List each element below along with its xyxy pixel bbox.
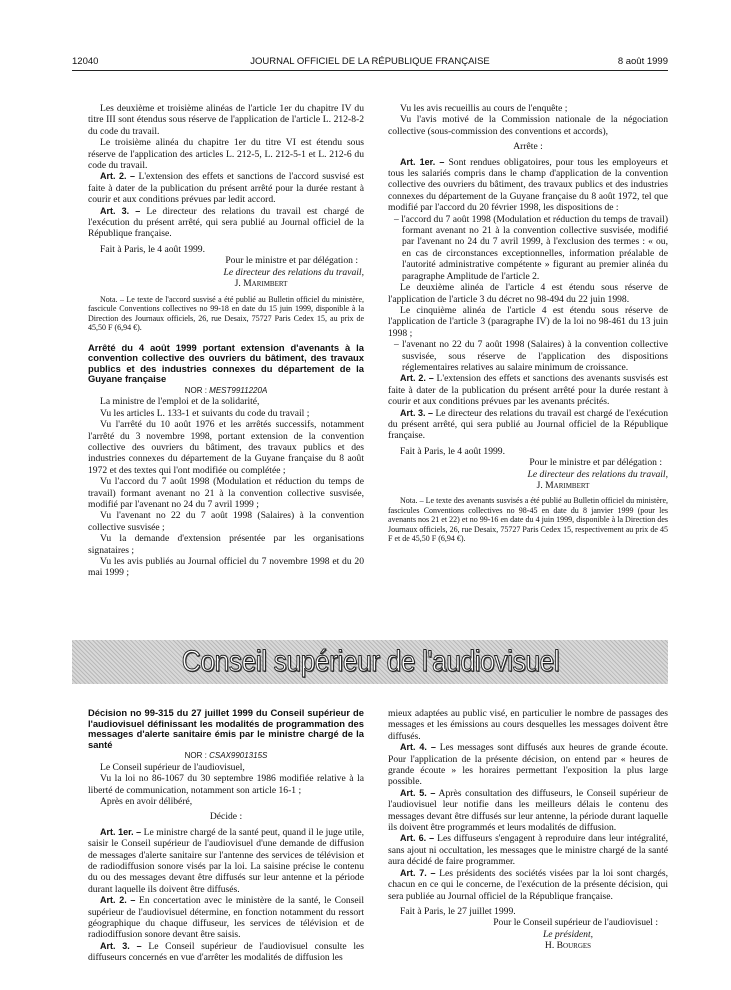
- article-label: Art. 7. –: [400, 867, 436, 878]
- signed-at: Fait à Paris, le 27 juillet 1999.: [400, 905, 516, 917]
- visa: Vu les avis publiés au Journal officiel du 7 novembre 1998 et du 20 mai 1999 ;: [88, 555, 364, 579]
- paragraph: Les deuxième et troisième alinéas de l'article 1er du chapitre IV du titre III sont étendus sous réserve de l'application de l'article L. 212-8-2 du code du travail.: [88, 103, 364, 137]
- article-label: Art. 2. –: [400, 373, 434, 384]
- paragraph: Le cinquième alinéa de l'article 4 est étendu sous réserve de l'application de l'article 3 (paragraphe IV) de la loi no 98-461 du 13 juin 1998 ;: [388, 304, 668, 339]
- delegation-line: Pour le ministre et par délégation :: [529, 457, 662, 469]
- article-text: Les messages sont diffusés aux heures de grande écoute. Pour l'application de la présente décision, on entend par « heures de grande écoute » les horaires permettant l'exposition la plus large possible.: [388, 742, 668, 788]
- decide-heading: Décide :: [209, 811, 243, 823]
- signatory-name: H. Bourges: [544, 940, 592, 952]
- page-number: 12040: [72, 56, 99, 67]
- nor-reference: NOR : MEST9911220A: [184, 385, 268, 395]
- paragraph-continued: mieux adaptées au public visé, en particulier le nombre de passages des messages et les émissions au cours desquelles les messages doivent être diffusés.: [388, 708, 668, 742]
- article-text: Le Conseil supérieur de l'audiovisuel consulte les diffuseurs concernés en vue d'arrêter les modalités de diffusion les: [88, 940, 365, 964]
- nota-note: Nota. – Le texte de l'accord susvisé a été publié au Bulletin officiel du ministère, fascicule Conventions collectives no 99-18 en date du 15 juin 1999, disponible à la Direction des Journaux officiels, 26, rue Desaix, 75727 Paris Cedex 15, au prix de 45,50 F (6,94 €).: [88, 294, 364, 332]
- article-label: Art. 3. –: [100, 205, 141, 216]
- visa: Vu la demande d'extension présentée par les organisations signataires ;: [88, 533, 364, 556]
- article-label: Art. 6. –: [400, 833, 435, 844]
- visa: Vu les articles L. 133-1 et suivants du code du travail ;: [100, 407, 310, 419]
- council-line: Le Conseil supérieur de l'audiovisuel,: [100, 761, 245, 773]
- article-text: Les présidents des sociétés visées par la loi sont chargés, chacun en ce qui le concerne, de l'exécution de la présente décision, qui sera publiée au Journal officiel de la République française.: [388, 867, 668, 902]
- page-header: [72, 56, 668, 70]
- upper-left-column: [88, 103, 364, 579]
- article-text: Le directeur des relations du travail est chargé de l'exécution du présent arrêté, qui sera publié au Journal officiel de la République française.: [388, 407, 668, 442]
- list-item: – l'accord du 7 août 1998 (Modulation et réduction du temps de travail) formant avenant no 21 à la convention collective susvisée, modifié par l'avenant no 24 du 7 avril 1999, à l'exclusion des termes : « ou, en cas de circonstances exceptionnelles, information préalable de l'autorité administrative compétente » figurant au premier alinéa du paragraphe Amplitude de l'article 2.: [394, 213, 669, 282]
- delegation-line: Pour le ministre et par délégation :: [225, 255, 358, 267]
- signatory-name: J. Marimbert: [234, 278, 288, 290]
- article-text: Le ministre chargé de la santé peut, quand il le juge utile, saisir le Conseil supérieur de l'audiovisuel d'une demande de diffusion de messages d'alerte sanitaire sur l'antenne des services de télévision et de radiodiffusion sonore visés par la loi. La saisine précise le contenu du ou des messages devant être diffusés sur leur antenne et la période durant laquelle ils doivent être diffusés.: [88, 826, 364, 895]
- article-label: Art. 1er. –: [100, 826, 142, 837]
- article-5: [388, 788, 668, 834]
- article-6: [388, 833, 668, 867]
- article-1: [88, 827, 364, 895]
- visa: Vu l'arrêté du 10 août 1976 et les arrêtés successifs, notamment l'arrêté du 3 novembre 1998, portant extension de la convention collective des ouvriers du bâtiment, des travaux publics et des industries connexes du département de la Guyane française du 8 août 1972 et des textes qui l'ont modifiée ou complétée ;: [88, 419, 364, 476]
- issue-date: 8 août 1999: [617, 56, 668, 67]
- paragraph: Le troisième alinéa du chapitre 1er du titre VI est étendu sous réserve de l'application des articles L. 212-5, L. 212-5-1 et L. 212-6 du code du travail.: [88, 137, 364, 172]
- article-label: Art. 2. –: [100, 171, 136, 182]
- article-label: Art. 4. –: [400, 742, 436, 753]
- lower-right-column: [388, 708, 668, 952]
- visa: Vu la loi no 86-1067 du 30 septembre 1986 modifiée relative à la liberté de communication, notamment son article 16-1 ;: [88, 773, 364, 796]
- deliberation-line: Après en avoir délibéré,: [100, 796, 193, 807]
- visa: Vu l'accord du 7 août 1998 (Modulation et réduction du temps de travail) formant avenant no 21 à la convention collective susvisée, modifié par l'avenant no 24 du 7 avril 1999 ;: [88, 476, 364, 510]
- delegation-line: Pour le Conseil supérieur de l'audiovisuel :: [493, 917, 658, 929]
- article-label: Art. 3. –: [400, 407, 434, 418]
- article-3: [88, 941, 364, 964]
- article-label: Art. 5. –: [400, 787, 436, 798]
- article-3: [88, 206, 364, 240]
- nota-note: Nota. – Le texte des avenants susvisés a été publié au Bulletin officiel du ministère, fascicules Conventions collectives no 98-45 en date du 8 janvier 1999 (pour les avenants nos 21 et 22) et no 99-16 en date du 4 juin 1999, disponible à la Direction des Journaux officiels, 26, rue Desaix, 75727 Paris Cedex 15, respectivement au prix de 45 F et de 45,50 F (6,94 €).: [388, 496, 668, 544]
- list-item: – l'avenant no 22 du 7 août 1998 (Salaires) à la convention collective susvisée, sous réserve de l'application des dispositions réglementaires relatives au salaire minimum de croissance.: [394, 339, 668, 373]
- decision-title: Décision no 99-315 du 27 juillet 1999 du Conseil supérieur de l'audiovisuel définissant les modalités de programmation des messages d'alerte sanitaire émis par le ministre chargé de la santé: [88, 707, 364, 750]
- minister-line: La ministre de l'emploi et de la solidarité,: [100, 396, 260, 408]
- article-label: Art. 1er. –: [400, 156, 445, 167]
- header-rule: [72, 70, 668, 71]
- upper-right-column: [388, 103, 668, 544]
- arrete-heading: Arrête :: [513, 141, 543, 153]
- visa: Vu les avis recueillis au cours de l'enquête ;: [400, 103, 568, 114]
- signed-at: Fait à Paris, le 4 août 1999.: [100, 243, 205, 255]
- signatory-role: Le directeur des relations du travail,: [527, 468, 668, 480]
- article-text: En concertation avec le ministère de la santé, le Conseil supérieur de l'audiovisuel détermine, en fonction notamment du ressort géographique du chaque diffuseur, les services de télévision et de radiodiffusion sonore devant être saisis.: [88, 895, 365, 941]
- article-label: Art. 3. –: [100, 940, 142, 951]
- article-7: [388, 868, 668, 902]
- article-label: Art. 2. –: [100, 895, 136, 906]
- article-4: [388, 742, 668, 788]
- signed-at: Fait à Paris, le 4 août 1999.: [400, 445, 505, 457]
- article-text: L'extension des effets et sanctions de l'accord susvisé est faite à dater de la publication du présent arrêté pour la durée restant à courir et aux conditions prévues par ledit accord.: [88, 171, 365, 206]
- article-2: [388, 373, 668, 407]
- article-1: [388, 157, 668, 214]
- nor-reference: NOR : CSAX9901315S: [184, 751, 268, 761]
- article-2: [88, 171, 364, 205]
- journal-title: JOURNAL OFFICIEL DE LA RÉPUBLIQUE FRANÇAISE: [250, 56, 490, 67]
- section-title: Conseil supérieur de l'audiovisuel: [181, 645, 559, 678]
- signatory-name: J. Marimbert: [536, 480, 590, 491]
- article-text: Les diffuseurs s'engagent à reproduire dans leur intégralité, sans ajout ni occultation, les messages que le ministre chargé de la santé aura décidé de faire programmer.: [388, 833, 668, 868]
- lower-left-column: [88, 708, 364, 964]
- signatory-role: Le président,: [542, 928, 594, 940]
- visa: Vu l'avenant no 22 du 7 août 1998 (Salaires) à la convention collective susvisée ;: [88, 510, 364, 533]
- article-text: Sont rendues obligatoires, pour tous les employeurs et tous les salariés compris dans le champ d'application de la convention collective des ouvriers du bâtiment, des travaux publics et des industries connexes du département de la Guyane française du 8 août 1972, tel que modifié par l'accord du 20 février 1998, les dispositions de :: [388, 156, 668, 214]
- article-text: Après consultation des diffuseurs, le Conseil supérieur de l'audiovisuel leur notifie dans les meilleurs délais le contenu des messages devant être diffusés sur leur antenne, la période durant laquelle ils doivent être programmés et leurs modalités de diffusion.: [388, 787, 669, 834]
- article-2: [88, 895, 364, 941]
- article-text: L'extension des effets et sanctions des avenants susvisés est faite à dater de la publication du présent arrêté pour la durée restant à courir et aux conditions prévues par les avenants précités.: [388, 373, 668, 408]
- signatory-role: Le directeur des relations du travail,: [223, 266, 364, 278]
- section-banner: [72, 640, 668, 684]
- paragraph: Le deuxième alinéa de l'article 4 est étendu sous réserve de l'application de l'article 3 du décret no 98-494 du 22 juin 1998.: [388, 282, 668, 305]
- arrete-title: Arrêté du 4 août 1999 portant extension d'avenants à la convention collective des ouvriers du bâtiment, des travaux publics et des industries connexes du département de la Guyane française: [88, 341, 364, 385]
- article-3: [388, 408, 668, 442]
- article-text: Le directeur des relations du travail est chargé de l'exécution du présent arrêté, qui sera publié au Journal officiel de la République française.: [88, 205, 365, 240]
- visa: Vu l'avis motivé de la Commission nationale de la négociation collective (sous-commission des conventions et accords),: [388, 114, 668, 137]
